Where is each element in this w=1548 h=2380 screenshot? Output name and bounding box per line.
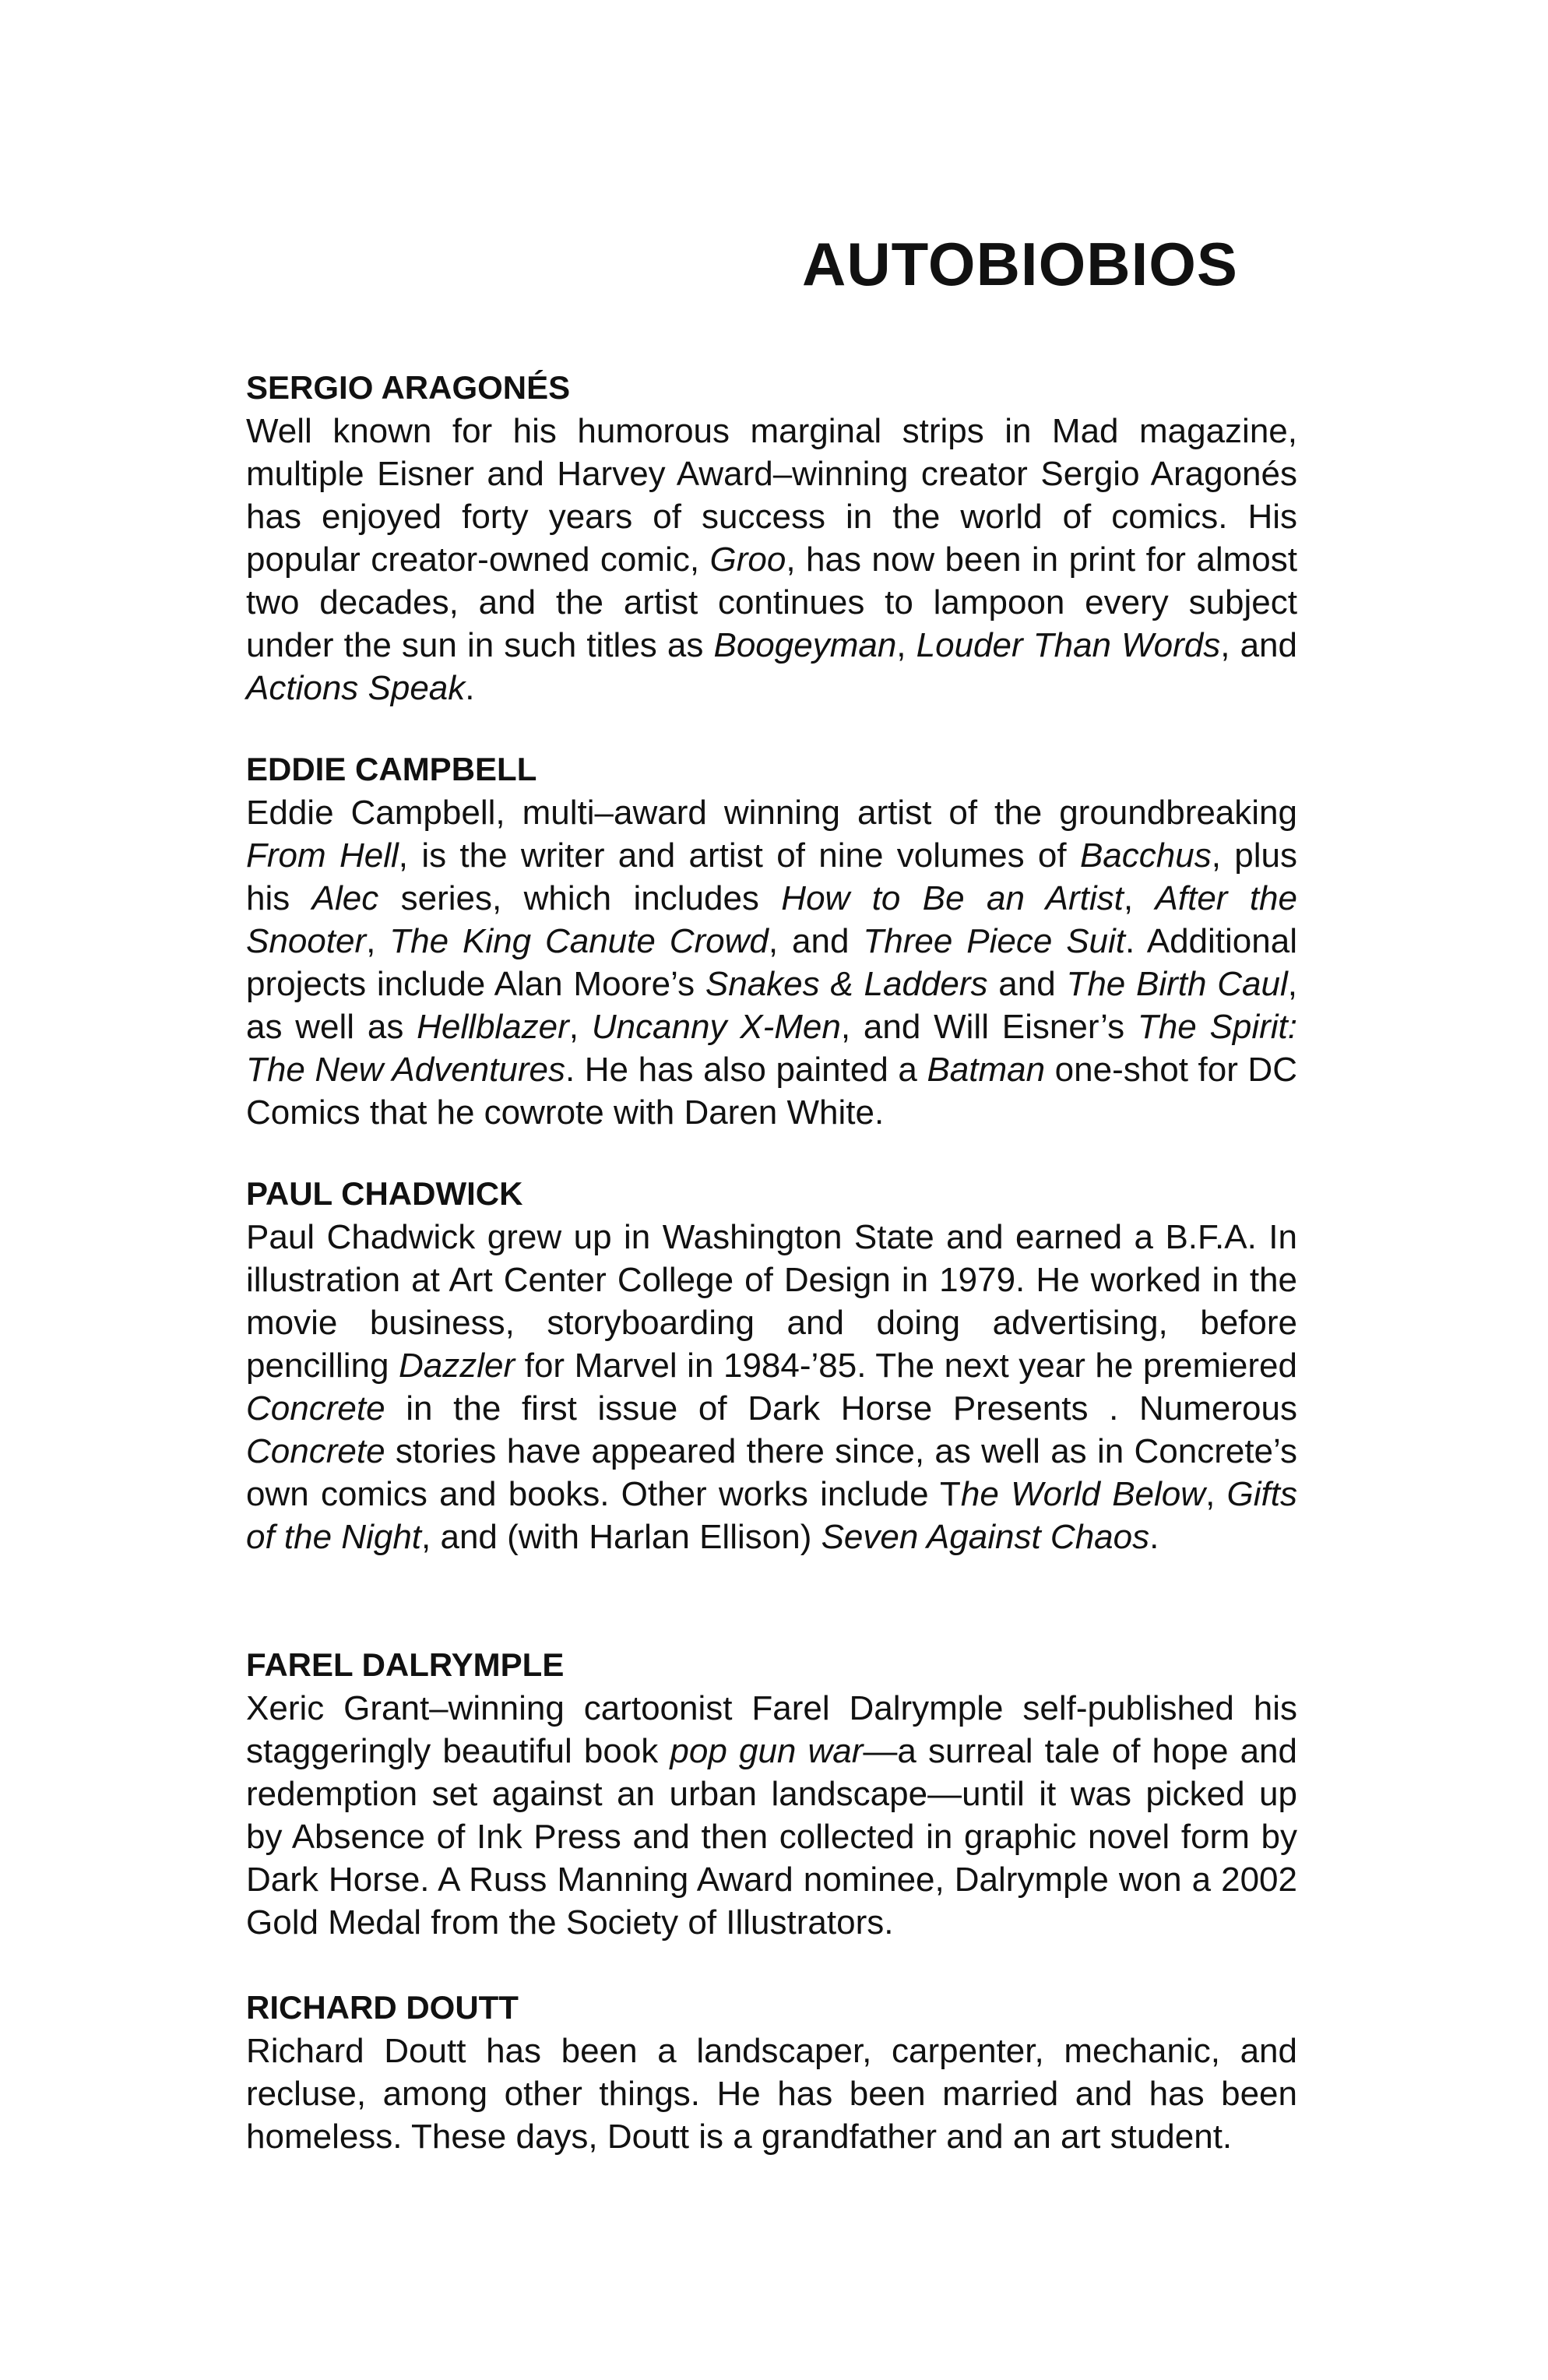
bio-text-run: , and (with Harlan Ellison)	[421, 1518, 821, 1556]
bio-name: SERGIO ARAGONÉS	[246, 369, 571, 406]
bio-name: EDDIE CAMPBELL	[246, 751, 537, 787]
bio-text-run: —a surreal tale of hope and redemption set against an urban landscape—until it was picked up by Absence of Ink Press and then collected in graphic novel form by Dark Horse. A Russ Manning Award nominee, Dalrymple won a 2002 Gold Medal from the Society of Illustrators.	[246, 1732, 1297, 1942]
bio-text-run: in the first issue of Dark Horse Presents . Numerous	[385, 1389, 1297, 1428]
bio-title-italic: Louder Than Words	[916, 626, 1221, 664]
bio-text-run: one-shot for DC Comics that he cowrote with Daren White.	[246, 1051, 1297, 1132]
bio-text-run: , is the writer and artist of nine volumes of	[398, 836, 1080, 875]
bio-text-run: ,	[896, 626, 916, 664]
bio-title-italic: he World Below	[960, 1475, 1206, 1513]
bio-text-run: .	[465, 669, 475, 707]
bio-text	[246, 410, 1297, 709]
bio-title-italic: After the Snooter	[246, 879, 1298, 960]
bio-paul-chadwick	[246, 1172, 1297, 1558]
bio-text-run: ,	[1123, 879, 1156, 917]
bio-title-italic: Uncanny X-Men	[591, 1008, 841, 1046]
bio-sergio-aragones	[246, 366, 1297, 709]
bio-title-italic: Seven Against Chaos	[821, 1518, 1150, 1556]
bio-title-italic: Three Piece Suit	[863, 922, 1126, 960]
bio-eddie-campbell	[246, 748, 1297, 1134]
bio-title-italic: The Birth Caul	[1066, 965, 1288, 1003]
bio-text	[246, 1216, 1297, 1558]
bio-title-italic: Hellblazer	[417, 1008, 569, 1046]
bio-richard-doutt	[246, 1986, 1297, 2158]
bio-text-run: Xeric Grant–winning cartoonist Farel Dalrymple self-published his staggeringly beautiful book	[246, 1689, 1297, 1770]
bio-text-run: , and	[768, 922, 864, 960]
bio-title-italic: From Hell	[246, 836, 399, 875]
bio-text-run: , as well as	[246, 965, 1297, 1046]
bio-text	[246, 2030, 1297, 2158]
bio-text-run: Paul Chadwick grew up in Washington State and earned a B.F.A. In illustration at Art Center College of Design in 1979. He worked in the movie business, storyboarding and doing advertising, before pencilling	[246, 1218, 1297, 1385]
bio-text-run: ,	[1205, 1475, 1227, 1513]
bio-title-italic: Actions Speak	[246, 669, 466, 707]
bio-text	[246, 1687, 1297, 1944]
bio-text-run: Richard Doutt has been a landscaper, carpenter, mechanic, and recluse, among other things. He has been married and has been homeless. These days, Doutt is a grandfather and an art student.	[246, 2032, 1297, 2156]
bio-text-run: Eddie Campbell, multi–award winning artist of the groundbreaking	[246, 794, 1297, 832]
bio-text-run: and	[987, 965, 1067, 1003]
bio-text-run: , and	[1220, 626, 1297, 664]
bio-title-italic: Gifts of the Night	[246, 1475, 1297, 1556]
bio-title-italic: Concrete	[246, 1389, 385, 1428]
bio-text-run: , has now been in print for almost two decades, and the artist continues to lampoon every subject under the sun in such titles as	[246, 540, 1297, 664]
bio-text-run: , plus his	[246, 836, 1297, 917]
bio-title-italic: Bacchus	[1079, 836, 1212, 875]
bio-text-run: stories have appeared there since, as well as in Concrete’s own comics and books. Other works include T	[246, 1432, 1297, 1513]
bio-text-run: for Marvel in 1984-’85. The next year he premiered	[515, 1347, 1297, 1385]
bio-title-italic: Snakes & Ladders	[705, 965, 988, 1003]
bio-text-run: ,	[568, 1008, 592, 1046]
bio-title-italic: Alec	[311, 879, 379, 917]
bio-name: RICHARD DOUTT	[246, 1989, 519, 2026]
bio-title-italic: How to Be an Artist	[781, 879, 1124, 917]
bio-name: FAREL DALRYMPLE	[246, 1646, 565, 1683]
bio-text-run: . Additional projects include Alan Moore’s	[246, 922, 1297, 1003]
bio-title-italic: pop gun war	[670, 1732, 864, 1770]
bio-name: PAUL CHADWICK	[246, 1175, 523, 1212]
bio-title-italic: Boogeyman	[713, 626, 897, 664]
bio-text	[246, 791, 1297, 1134]
bio-title-italic: The Spirit: The New Adventures	[246, 1008, 1297, 1089]
bio-title-italic: Concrete	[246, 1432, 385, 1470]
bio-text-run: .	[1149, 1518, 1159, 1556]
bio-title-italic: The King Canute Crowd	[389, 922, 769, 960]
bio-title-italic: Dazzler	[399, 1347, 515, 1385]
bio-title-italic: Batman	[927, 1051, 1046, 1089]
bio-farel-dalrymple	[246, 1643, 1297, 1944]
bio-text-run: , and Will Eisner’s	[840, 1008, 1138, 1046]
bio-text-run: . He has also painted a	[565, 1051, 927, 1089]
bio-text-run: series, which includes	[378, 879, 782, 917]
bio-title-italic: Groo	[709, 540, 786, 579]
bio-text-run: Well known for his humorous marginal strips in Mad magazine, multiple Eisner and Harvey Award–winning creator Sergio Aragonés has enjoyed forty years of success in the world of comics. His popular creator-owned comic,	[246, 412, 1297, 579]
page-title: AUTOBIOBIOS	[802, 230, 1238, 298]
bio-text-run: ,	[366, 922, 390, 960]
